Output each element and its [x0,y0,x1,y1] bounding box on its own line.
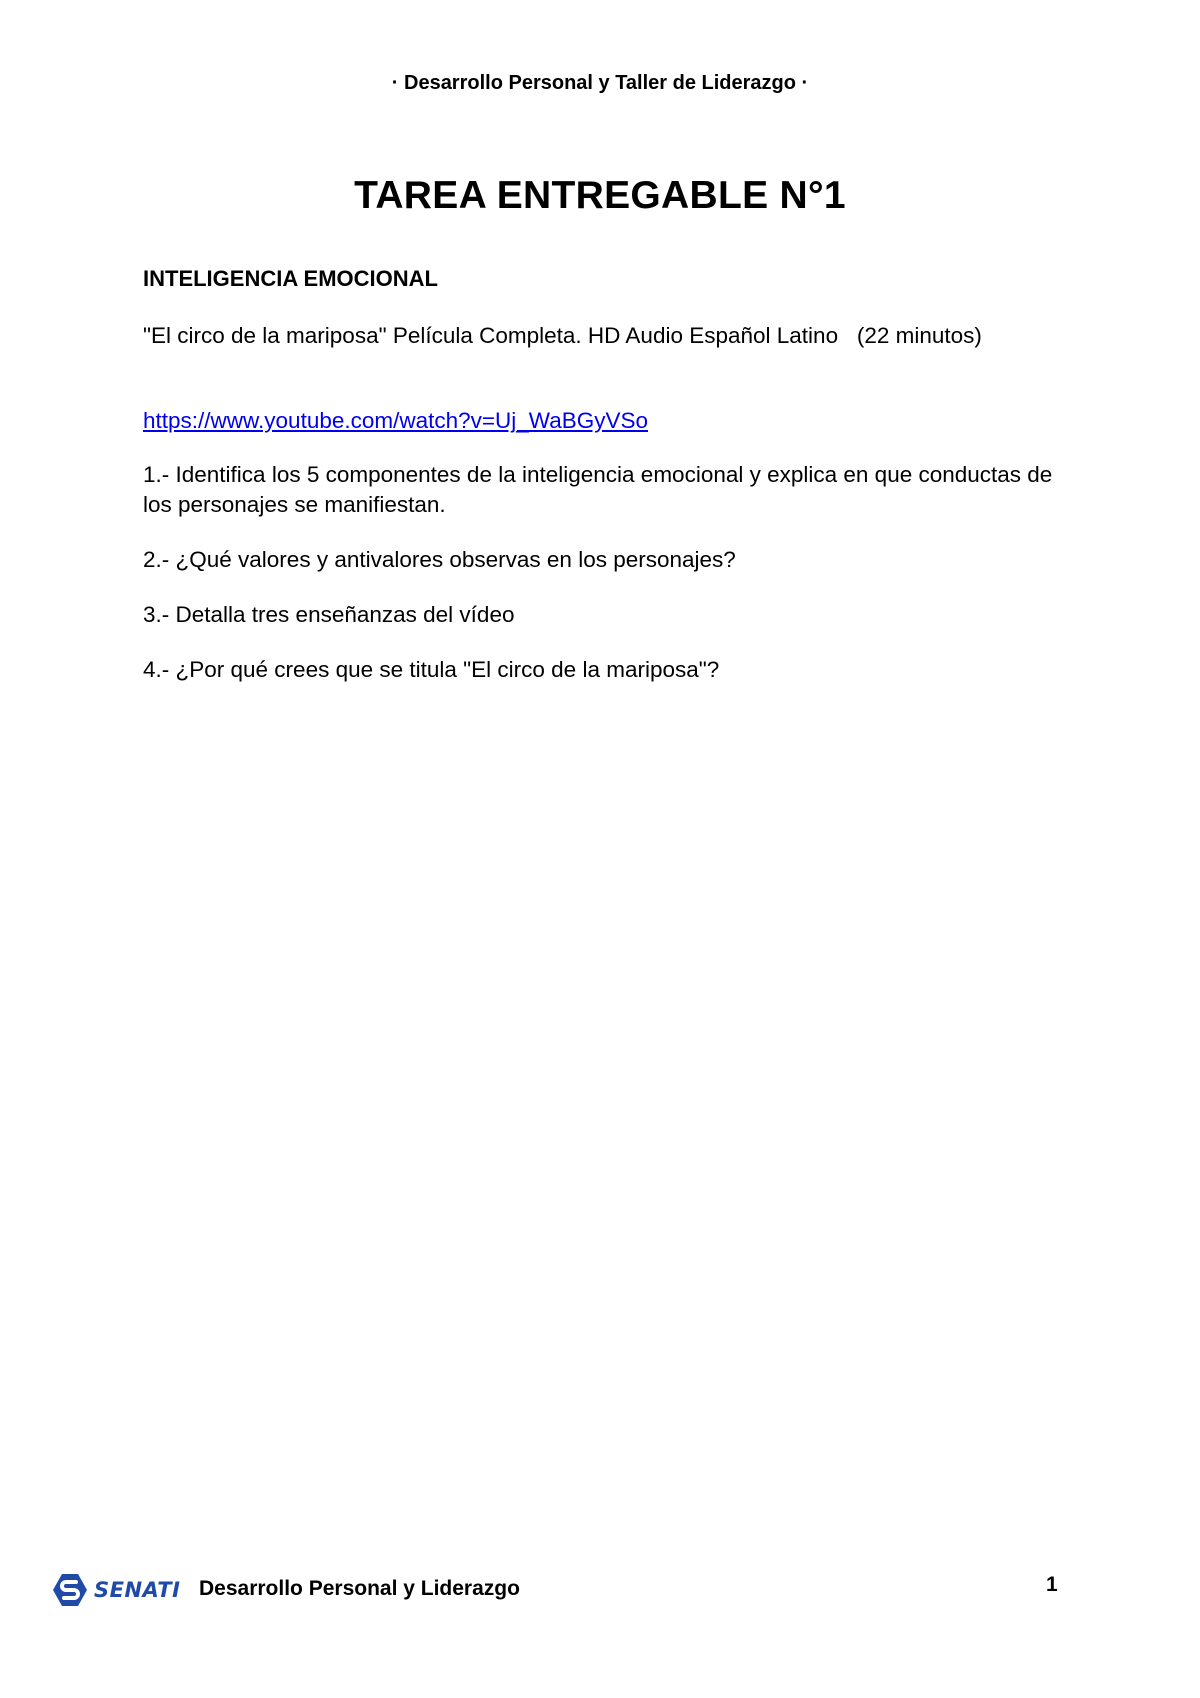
page-footer [0,1567,1200,1617]
running-header: · Desarrollo Personal y Taller de Liderazgo · [391,72,809,94]
senati-logo-text: SENATI [94,1578,181,1602]
question-2: 2.- ¿Qué valores y antivalores observas en los personajes? [143,547,736,572]
video-description: "El circo de la mariposa" Película Completa. HD Audio Español Latino (22 minutos) [143,323,982,348]
question-3: 3.- Detalla tres enseñanzas del vídeo [143,602,515,627]
video-link[interactable]: https://www.youtube.com/watch?v=Uj_WaBGyVSo [143,408,649,433]
question-4: 4.- ¿Por qué crees que se titula "El circo de la mariposa"? [143,657,720,682]
page-number: 1 [1046,1573,1058,1596]
document-title: TAREA ENTREGABLE N°1 [354,174,846,217]
senati-logo-icon [52,1572,88,1608]
senati-logo [52,1567,180,1613]
question-1: 1.- Identifica los 5 componentes de la inteligencia emocional y explica en que conductas de los personajes se manifiestan. [143,462,1053,517]
footer-title: Desarrollo Personal y Liderazgo [199,1577,520,1600]
section-heading: INTELIGENCIA EMOCIONAL [143,266,438,291]
